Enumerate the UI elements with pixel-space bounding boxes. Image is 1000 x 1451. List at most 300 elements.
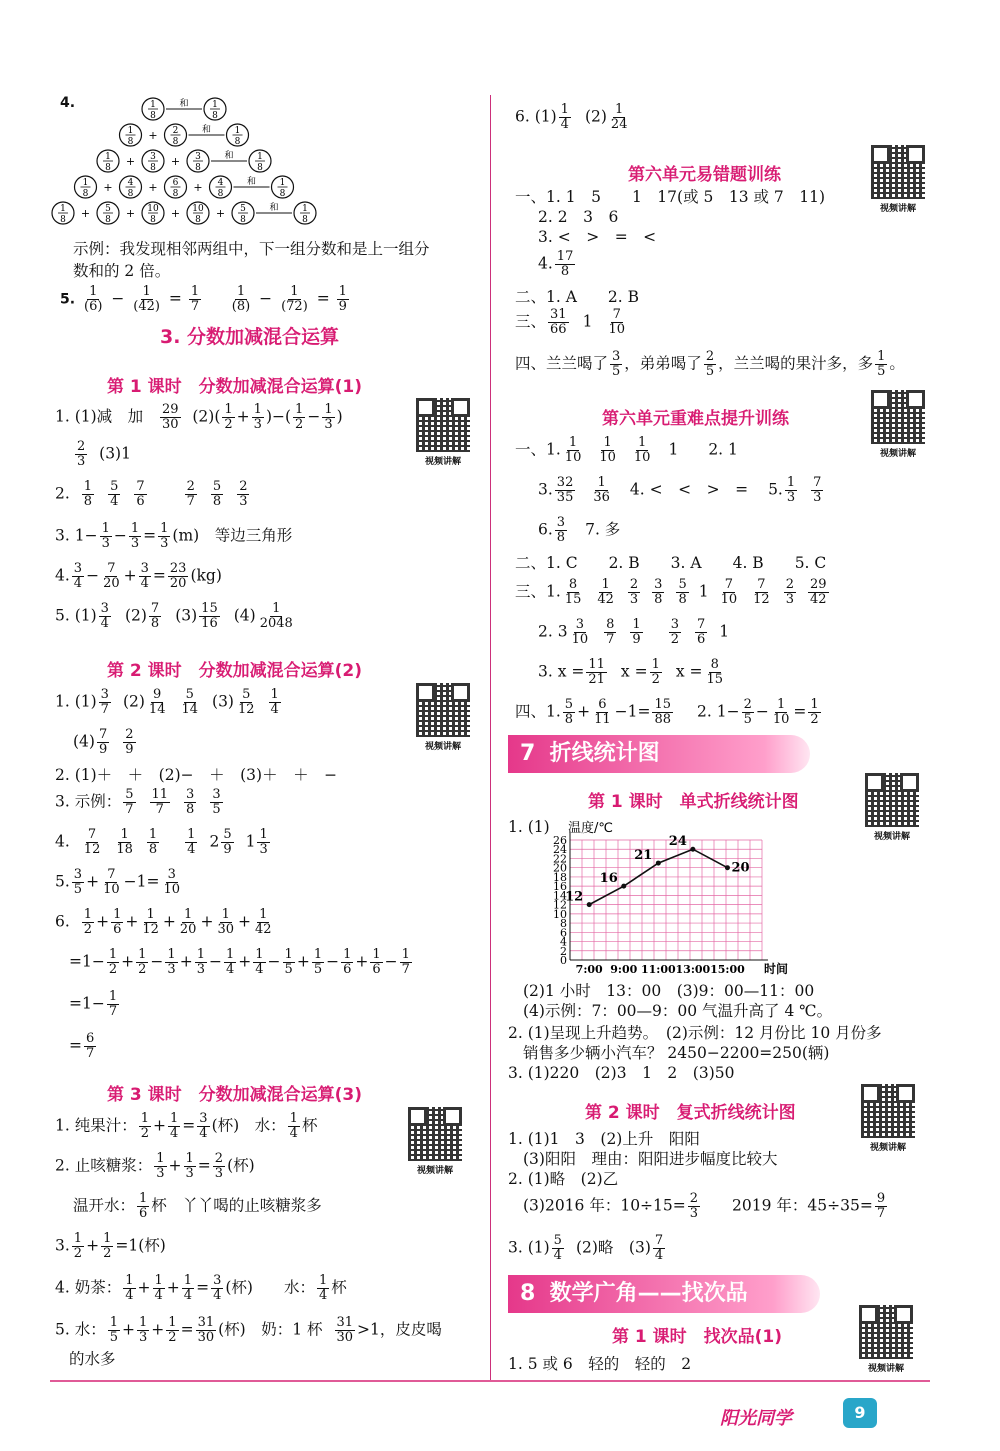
fraction: $\frac{2}{5}$	[743, 697, 752, 728]
chapter-title: 数学广角——找次品	[549, 1281, 748, 1306]
pyramid-plus: +	[148, 181, 158, 194]
svg-text:8: 8	[279, 189, 286, 199]
fraction: $\frac{1}{10}$	[564, 435, 582, 466]
fraction: $\frac{1}{4}$	[125, 1273, 134, 1304]
q4-number: 4.	[60, 95, 76, 111]
fraction: $\frac{1}{4}$	[154, 1273, 163, 1304]
qr-code[interactable]	[413, 398, 473, 467]
fraction: $\frac{1}{6}$	[372, 947, 381, 978]
fraction: $\frac{1}{6}$	[343, 947, 352, 978]
chart-data-label: 24	[668, 834, 687, 850]
fraction: $\frac{5}{7}$	[125, 787, 134, 818]
pyramid-num: 3	[195, 152, 201, 162]
fraction: $\frac{3}{4}$	[73, 561, 83, 592]
uk-e2: 2. 3 $\frac{3}{10}$ $\frac{8}{7}$ $\frac{1}{9}$ $\frac{3}{2}$ $\frac{7}{6}$ 1	[538, 617, 730, 648]
l2-q5: 5. $\frac{3}{5}$ + $\frac{7}{10}$ −1= $\frac{3}{10}$	[55, 867, 181, 898]
chart-point	[725, 865, 730, 870]
fraction: $\frac{1}{42}$	[597, 577, 614, 608]
pyramid-rows	[52, 98, 316, 225]
fraction: $\frac{6}{11}$	[594, 697, 611, 728]
c7l2-q1: 1. (1)1 3 (2)上升 阳阳	[508, 1130, 700, 1148]
qr-code[interactable]	[868, 145, 928, 214]
chart-x-tick: 11:00	[640, 963, 676, 976]
l1-q1: 1. (1)减 加 $\frac{29}{30}$ (2)( $\frac{1}{2}$ + $\frac{1}{3}$ )−( $\frac{1}{2}$ − $\frac{1}{3}$ )	[55, 402, 343, 433]
qr-image	[859, 1305, 913, 1359]
chart-y-tick: 4	[560, 935, 567, 949]
fraction: $\frac{3}{4}$	[199, 1111, 208, 1142]
fraction: $\frac{7}{6}$	[136, 479, 145, 510]
fraction: $\frac{3}{5}$	[73, 867, 83, 898]
chart-y-tick: 6	[560, 926, 567, 940]
l2-q6-line3: =1− $\frac{1}{7}$	[69, 989, 118, 1020]
chart-point	[621, 884, 626, 889]
c7l1-q1-4: (4)示例：7：00—9：00 气温升高了 4 ℃。	[523, 1002, 833, 1020]
fraction: $\frac{1}{3}$	[139, 1315, 148, 1346]
fraction: $\frac{1}{20}$	[179, 907, 197, 938]
fraction: $\frac{8}{7}$	[606, 617, 615, 648]
qr-label: 视频讲解	[867, 1364, 904, 1374]
fraction: $\frac{1}{24}$	[610, 102, 628, 133]
pyramid-num: 10	[192, 204, 204, 214]
pyramid-plus: +	[148, 129, 158, 142]
fraction: $\frac{5}{8}$	[678, 577, 687, 608]
l2-q2: 2. (1)＋ ＋ (2)− ＋ (3)＋ ＋ −	[55, 766, 338, 784]
fraction: $\frac{9}{14}$	[148, 687, 166, 718]
fraction: $\frac{5}{9}$	[223, 827, 232, 858]
c7l1-q1-label: 1. (1)	[508, 818, 550, 836]
fraction: $\frac{1}{2}$	[138, 947, 147, 978]
qr-image	[871, 390, 925, 444]
ue-q1-1: 一、1. 1 5 1 17(或 5 13 或 7 11)	[515, 188, 826, 206]
fraction: $\frac{1}{4}$	[225, 947, 235, 978]
c7l2-q1-3: (3)阳阳 理由：阳阳进步幅度比较大	[523, 1150, 778, 1168]
column-divider	[490, 95, 491, 1380]
fraction: $\frac{31}{66}$	[550, 307, 567, 338]
l3-q5-cont: 的水多	[69, 1350, 116, 1368]
fraction: $\frac{29}{42}$	[809, 577, 827, 608]
chart-y-tick: 12	[553, 898, 567, 912]
l2-q3: 3. 示例： $\frac{5}{7}$ $\frac{11}{7}$ $\frac{3}{8}$ $\frac{3}{5}$	[55, 787, 221, 818]
svg-text:8: 8	[212, 111, 218, 121]
fraction: $\frac{3}{4}$	[140, 561, 149, 592]
fraction: $\frac{1}{4}$	[318, 1273, 328, 1304]
l3-q2: 2. 止咳糖浆： $\frac{1}{3}$ + $\frac{1}{3}$ = $\frac{2}{3}$ (杯)	[55, 1151, 255, 1182]
frac: $\frac{1}{7}$	[190, 284, 200, 315]
pyramid-den: 8	[127, 189, 134, 199]
fraction: $\frac{7}{20}$	[103, 561, 120, 592]
fraction: $\frac{7}{12}$	[83, 827, 101, 858]
chapter-number: 8	[520, 1281, 536, 1306]
fraction: $\frac{1}{9}$	[632, 617, 641, 648]
l1-q3: 3. 1− $\frac{1}{3}$ − $\frac{1}{3}$ = $\frac{1}{3}$ (m) 等边三角形	[55, 521, 293, 552]
fraction: $\frac{2}{3}$	[214, 1151, 224, 1182]
chart-point	[587, 902, 592, 907]
frac: $\frac{1}{(42)}$	[133, 284, 160, 315]
lesson-3-title: 第 3 课时 分数加减混合运算(3)	[107, 1085, 363, 1105]
ue-q1-4: 4. $\frac{17}{8}$	[538, 249, 574, 280]
qr-code[interactable]	[405, 1107, 465, 1176]
uk-f: 四、1. $\frac{5}{8}$ + $\frac{6}{11}$ −1= $\frac{15}{88}$ 2. 1− $\frac{2}{5}$ − $\frac{1}{10}$ = $\frac{1}{2}$	[515, 697, 819, 728]
page-number: 9	[843, 1398, 877, 1428]
qr-label: 视频讲解	[424, 457, 461, 467]
pyramid-den: 8	[127, 137, 134, 147]
fraction: $\frac{1}{2}$	[810, 697, 819, 728]
qr-image	[416, 683, 470, 737]
chart-data-label: 12	[565, 889, 584, 905]
fraction: $\frac{1}{36}$	[593, 475, 610, 506]
pyramid-num: 10	[147, 204, 159, 214]
chart-data-label: 21	[634, 848, 653, 864]
ue-q2: 二、1. A 2. B	[515, 288, 640, 306]
fraction: $\frac{1}{10}$	[599, 435, 616, 466]
fraction: $\frac{2}{3}$	[689, 1191, 699, 1222]
c7-lesson1-title: 第 1 课时 单式折线统计图	[588, 792, 799, 812]
fraction: $\frac{1}{18}$	[116, 827, 133, 858]
fraction: $\frac{1}{2}$	[108, 947, 118, 978]
fraction: $\frac{5}{4}$	[553, 1233, 562, 1264]
l1-q1-cont: $\frac{2}{3}$ (3)1	[77, 439, 131, 470]
chart-y-tick: 24	[553, 843, 567, 857]
pyramid-den: 8	[195, 163, 201, 173]
qr-label: 视频讲解	[879, 204, 916, 214]
pyramid-he: 和	[246, 177, 257, 187]
pyramid-num: 5	[240, 204, 246, 214]
fraction: $\frac{9}{7}$	[876, 1191, 886, 1222]
fraction: $\frac{1}{12}$	[142, 907, 159, 938]
qr-code[interactable]	[858, 1084, 918, 1153]
pyramid-plus: +	[125, 207, 136, 220]
fraction: $\frac{1}{10}$	[772, 697, 790, 728]
fraction: $\frac{8}{15}$	[706, 657, 724, 688]
fraction: $\frac{11}{7}$	[151, 787, 169, 818]
chart-x-tick: 15:00	[710, 963, 745, 976]
footer-line	[50, 1380, 930, 1382]
chart-point	[690, 847, 695, 852]
fraction: $\frac{32}{35}$	[556, 475, 574, 506]
l3-q1: 1. 纯果汁： $\frac{1}{2}$ + $\frac{1}{4}$ = $\frac{3}{4}$ (杯) 水： $\frac{1}{4}$ 杯	[55, 1111, 318, 1142]
l3-q2-cont: 温开水： $\frac{1}{6}$ 杯 丫丫喝的止咳糖浆多	[73, 1191, 322, 1222]
qr-code[interactable]	[413, 683, 473, 752]
svg-text:1: 1	[279, 178, 286, 188]
qr-image	[416, 398, 470, 452]
unit6-error-title: 第六单元易错题训练	[628, 165, 781, 185]
pyramid-plus: +	[193, 181, 203, 194]
fraction: $\frac{7}{9}$	[98, 727, 108, 758]
pyramid-num: 5	[105, 204, 111, 214]
chart-points	[565, 834, 749, 907]
chapter-number: 7	[520, 741, 536, 766]
fraction: $\frac{1}{2}$	[103, 1231, 112, 1262]
pyramid-he: 和	[269, 203, 279, 213]
fraction: $\frac{1}{10}$	[633, 435, 651, 466]
svg-text:1: 1	[302, 204, 308, 214]
uk-b: 3. $\frac{32}{35}$ $\frac{1}{36}$ 4. < < > = 5. $\frac{1}{3}$ $\frac{7}{3}$	[538, 475, 822, 506]
pyramid-den: 8	[195, 215, 201, 225]
fraction: $\frac{3}{7}$	[100, 687, 109, 718]
fraction: $\frac{3}{2}$	[670, 617, 679, 648]
c7l1-q1-2: (2)1 小时 13：00 (3)9：00—11：00	[523, 982, 815, 1000]
fraction: $\frac{2}{5}$	[705, 349, 715, 380]
fraction: $\frac{11}{21}$	[588, 657, 605, 688]
qr-label: 视频讲解	[424, 742, 461, 752]
pyramid-num: 4	[217, 178, 224, 188]
fraction: $\frac{5}{14}$	[181, 687, 199, 718]
qr-image	[408, 1107, 462, 1161]
pyramid-num: 1	[105, 152, 111, 162]
fraction: $\frac{1}{8}$	[83, 479, 93, 510]
qr-code[interactable]	[868, 390, 928, 459]
fraction: $\frac{1}{4}$	[187, 827, 196, 858]
pyramid-den: 8	[240, 215, 246, 225]
fraction: $\frac{1}{4}$	[183, 1273, 193, 1304]
chart-ylabel: 温度/℃	[568, 821, 613, 836]
lesson-2-title: 第 2 课时 分数加减混合运算(2)	[107, 661, 363, 681]
pyramid-num: 4	[127, 178, 134, 188]
pyramid-den: 8	[150, 215, 156, 225]
fraction: $\frac{2}{3}$	[239, 479, 248, 510]
chart-y-tick: 22	[553, 852, 567, 866]
fraction: $\frac{1}{5}$	[284, 947, 293, 978]
fraction: $\frac{3}{8}$	[186, 787, 195, 818]
fraction: $\frac{1}{2}$	[651, 657, 660, 688]
fraction: $\frac{5}{4}$	[110, 479, 119, 510]
pyramid-den: 8	[105, 215, 111, 225]
fraction: $\frac{3}{5}$	[612, 349, 621, 380]
l1-q5: 5. (1) $\frac{3}{4}$ (2) $\frac{7}{8}$ (3) $\frac{15}{16}$ (4) $\frac{1}{2048}$	[55, 601, 293, 632]
pyramid-plus: +	[103, 181, 113, 194]
fraction-pyramid	[60, 95, 333, 235]
uk-a: 一、1. $\frac{1}{10}$ $\frac{1}{10}$ $\frac{1}{10}$ 1 2. 1	[515, 435, 738, 466]
uk-e1: 三、1. $\frac{8}{15}$ $\frac{1}{42}$ $\frac{2}{3}$ $\frac{3}{8}$ $\frac{5}{8}$ 1 $\frac{7}{10}$ $\frac{7}{12}$ $\frac{2}{3}$ $\frac{29}{42}$	[515, 577, 827, 608]
fraction: $\frac{1}{30}$	[217, 907, 234, 938]
chart-data-label: 16	[599, 871, 618, 887]
fraction: $\frac{5}{8}$	[564, 697, 574, 728]
fraction: $\frac{1}{4}$	[170, 1111, 179, 1142]
chart-xlabel: 时间	[764, 962, 789, 976]
r-q6: 6. (1) $\frac{1}{4}$ (2) $\frac{1}{24}$	[515, 102, 628, 133]
fraction: $\frac{1}{2}$	[83, 907, 93, 938]
fraction: $\frac{7}{12}$	[753, 577, 770, 608]
fraction: $\frac{1}{6}$	[139, 1191, 148, 1222]
fraction: $\frac{1}{2048}$	[259, 601, 293, 632]
frac: $\frac{1}{(72)}$	[281, 284, 308, 315]
lesson-1-title: 第 1 课时 分数加减混合运算(1)	[107, 377, 363, 397]
chart-y-tick: 20	[553, 861, 567, 875]
fraction: $\frac{2}{9}$	[125, 727, 134, 758]
ue-q1-2: 2. 2 3 6	[538, 208, 619, 226]
pyramid-den: 8	[60, 215, 66, 225]
frac: $\frac{1}{9}$	[338, 284, 347, 315]
fraction: $\frac{1}{2}$	[73, 1231, 83, 1262]
svg-text:8: 8	[302, 215, 308, 225]
fraction: $\frac{31}{30}$	[336, 1315, 354, 1346]
fraction: $\frac{3}{5}$	[212, 787, 221, 818]
brand-logo: 阳光同学	[720, 1408, 792, 1429]
fraction: $\frac{2}{3}$	[629, 577, 639, 608]
fraction: $\frac{1}{5}$	[877, 349, 886, 380]
fraction: $\frac{17}{8}$	[556, 249, 574, 280]
chart-x-tick: 13:00	[675, 963, 711, 976]
fraction: $\frac{3}{4}$	[213, 1273, 222, 1304]
fraction: $\frac{7}{3}$	[813, 475, 822, 506]
l2-q6-line2: =1− $\frac{1}{2}$ + $\frac{1}{2}$ − $\frac{1}{3}$ + $\frac{1}{3}$ − $\frac{1}{4}$ + $\frac{1}{4}$ − $\frac{1}{5}$ + $\frac{1}{5}$ − $\frac{1}{6}$ + $\frac{1}{6}$ − $\frac{1}{7}$	[69, 947, 410, 978]
pyramid-num: 2	[172, 126, 179, 136]
fraction: $\frac{1}{4}$	[255, 947, 264, 978]
fraction: $\frac{1}{4}$	[289, 1111, 298, 1142]
chart-x-tick: 7:00	[575, 963, 603, 976]
chart-y-tick: 8	[560, 917, 567, 931]
pyramid-den: 8	[172, 137, 179, 147]
fraction: $\frac{3}{8}$	[556, 515, 566, 546]
fraction: $\frac{1}{8}$	[148, 827, 158, 858]
l1-q4: 4. $\frac{3}{4}$ − $\frac{7}{20}$ + $\frac{3}{4}$ = $\frac{23}{20}$ (kg)	[55, 561, 222, 592]
pyramid-plus: +	[170, 155, 181, 168]
qr-code[interactable]	[862, 773, 922, 842]
uk-d: 二、1. C 2. B 3. A 4. B 5. C	[515, 554, 827, 572]
fraction: $\frac{1}{42}$	[255, 907, 272, 938]
ue-q4: 四、兰兰喝了 $\frac{3}{5}$ ，弟弟喝了 $\frac{2}{5}$ ，兰兰喝的果汁多，多 $\frac{1}{5}$ 。	[515, 349, 905, 380]
fraction: $\frac{5}{8}$	[212, 479, 222, 510]
chart-y-tick: 26	[553, 834, 567, 847]
c7l2-q3: 3. (1) $\frac{5}{4}$ (2)略 (3) $\frac{7}{4}$	[508, 1233, 664, 1264]
q4-text-1: 示例：我发现相邻两组中，下一组分数和是上一组分	[73, 240, 430, 258]
fraction: $\frac{1}{7}$	[108, 989, 118, 1020]
fraction: $\frac{6}{7}$	[86, 1031, 95, 1062]
chart-y-tick: 16	[553, 880, 567, 894]
fraction: $\frac{1}{3}$	[259, 827, 268, 858]
fraction: $\frac{1}{3}$	[786, 475, 796, 506]
c8l1-q1: 1. 5 或 6 轻的 轻的 2	[508, 1355, 692, 1373]
qr-label: 视频讲解	[869, 1143, 906, 1153]
fraction: $\frac{7}{10}$	[720, 577, 738, 608]
svg-text:8: 8	[257, 163, 263, 173]
chart-point	[656, 861, 661, 866]
fraction: $\frac{7}{10}$	[608, 307, 625, 338]
qr-label: 视频讲解	[416, 1166, 453, 1176]
fraction: $\frac{1}{3}$	[185, 1151, 194, 1182]
fraction: $\frac{1}{3}$	[167, 947, 176, 978]
section-3-title: 3. 分数加减混合运算	[160, 326, 340, 348]
c7l1-q2-a: 2. (1)呈现上升趋势。 (2)示例：12 月份比 10 月份多	[508, 1024, 882, 1042]
chart-data-label: 20	[731, 860, 750, 876]
q5-number: 5.	[60, 291, 76, 308]
c7l2-q2-3: (3)2016 年：10÷15= $\frac{2}{3}$ 2019 年：45÷35= $\frac{9}{7}$	[523, 1191, 886, 1222]
fraction: $\frac{1}{2}$	[140, 1111, 149, 1142]
pyramid-plus: +	[215, 207, 226, 220]
fraction: $\frac{1}{5}$	[313, 947, 323, 978]
fraction: $\frac{23}{20}$	[169, 561, 187, 592]
chapter-7-banner	[508, 735, 810, 773]
fraction: $\frac{15}{88}$	[654, 697, 672, 728]
frac: $\frac{1}{(6)}$	[84, 284, 103, 315]
fraction: $\frac{3}{4}$	[100, 601, 109, 632]
fraction: $\frac{2}{7}$	[186, 479, 195, 510]
q4-text-2: 数和的 2 倍。	[73, 262, 171, 280]
chapter-8-banner	[508, 1275, 820, 1313]
pyramid-he: 和	[224, 151, 234, 161]
fraction: $\frac{1}{2}$	[168, 1315, 177, 1346]
svg-text:1: 1	[212, 100, 218, 110]
l2-q1-cont: (4) $\frac{7}{9}$ $\frac{2}{9}$	[73, 727, 134, 758]
pyramid-plus: +	[80, 207, 91, 220]
pyramid-den: 8	[217, 189, 224, 199]
l1-q2: 2. $\frac{1}{8}$ $\frac{5}{4}$ $\frac{7}{6}$ $\frac{2}{7}$ $\frac{5}{8}$ $\frac{2}{3}$	[55, 479, 248, 510]
svg-text:1: 1	[257, 152, 263, 162]
l2-q4: 4. $\frac{7}{12}$ $\frac{1}{18}$ $\frac{1}{8}$ $\frac{1}{4}$ 2 $\frac{5}{9}$ 1 $\frac{1}{3}$	[55, 827, 268, 858]
pyramid-plus: +	[125, 155, 136, 168]
uk-e3: 3. x = $\frac{11}{21}$ x = $\frac{1}{2}$ x = $\frac{8}{15}$	[538, 657, 724, 688]
temperature-line-chart	[540, 818, 820, 978]
fraction: $\frac{31}{30}$	[197, 1315, 215, 1346]
qr-label: 视频讲解	[879, 449, 916, 459]
svg-text:8: 8	[234, 137, 241, 147]
qr-image	[871, 145, 925, 199]
chart-y-tick: 2	[560, 944, 567, 958]
pyramid-num: 1	[60, 204, 66, 214]
chart-x-ticks	[576, 963, 745, 976]
pyramid-den: 8	[150, 163, 156, 173]
frac: $\frac{1}{(8)}$	[231, 284, 251, 315]
fraction: $\frac{7}{10}$	[103, 867, 120, 898]
chart-y-tick: 18	[553, 870, 567, 884]
chart-grid	[570, 832, 768, 960]
chart-y-tick: 10	[553, 907, 567, 921]
svg-text:1: 1	[234, 126, 241, 136]
qr-image	[865, 773, 919, 827]
fraction: $\frac{7}{4}$	[654, 1233, 664, 1264]
fraction: $\frac{3}{10}$	[163, 867, 181, 898]
fraction: $\frac{15}{16}$	[201, 601, 218, 632]
fraction: $\frac{1}{3}$	[196, 947, 205, 978]
fraction: $\frac{2}{3}$	[785, 577, 794, 608]
l2-q1: 1. (1) $\frac{3}{7}$ (2) $\frac{9}{14}$ $\frac{5}{14}$ (3) $\frac{5}{12}$ $\frac{1}{4}$	[55, 687, 279, 718]
fraction: $\frac{1}{5}$	[109, 1315, 118, 1346]
fraction: $\frac{1}{4}$	[270, 687, 279, 718]
pyramid-num: 6	[172, 178, 179, 188]
l2-q6: 6. $\frac{1}{2}$ + $\frac{1}{6}$ + $\frac{1}{12}$ + $\frac{1}{20}$ + $\frac{1}{30}$ + $\frac{1}{42}$	[55, 907, 272, 938]
q5-line: 5. $\frac{1}{(6)}$ − $\frac{1}{(42)}$ = $\frac{1}{7}$ $\frac{1}{(8)}$ − $\frac{1}{(72)}$ = $\frac{1}{9}$	[60, 284, 347, 315]
ue-q1-3: 3. < > = <	[538, 228, 657, 246]
fraction: $\frac{1}{3}$	[156, 1151, 165, 1182]
chart-y-tick: 14	[553, 889, 567, 903]
qr-label: 视频讲解	[873, 832, 910, 842]
chapter-title: 折线统计图	[549, 741, 660, 766]
pyramid-num: 3	[150, 152, 156, 162]
fraction: $\frac{1}{7}$	[401, 947, 410, 978]
qr-code[interactable]	[856, 1305, 916, 1374]
fraction: $\frac{1}{6}$	[113, 907, 122, 938]
ue-q3: 三、 $\frac{31}{66}$ 1 $\frac{7}{10}$	[515, 307, 625, 338]
qr-image	[861, 1084, 915, 1138]
c8-lesson1-title: 第 1 课时 找次品(1)	[612, 1327, 783, 1347]
pyramid-plus: +	[170, 207, 181, 220]
chart-x-tick: 9:00	[610, 963, 638, 976]
fraction: $\frac{3}{10}$	[571, 617, 589, 648]
unit6-key-title: 第六单元重难点提升训练	[602, 409, 789, 429]
c7l2-q2: 2. (1)略 (2)乙	[508, 1170, 619, 1188]
fraction: $\frac{1}{4}$	[560, 102, 569, 133]
l2-q6-line4: = $\frac{6}{7}$	[69, 1031, 95, 1062]
l3-q5: 5. 水： $\frac{1}{5}$ + $\frac{1}{3}$ + $\frac{1}{2}$ = $\frac{31}{30}$ (杯) 奶：1 杯 $\frac{31}{30}$ >1，皮皮喝	[55, 1315, 442, 1346]
fraction: $\frac{3}{8}$	[654, 577, 663, 608]
fraction: $\frac{5}{12}$	[237, 687, 255, 718]
pyramid-num: 1	[82, 178, 89, 188]
pyramid-den: 8	[82, 189, 89, 199]
fraction: $\frac{8}{15}$	[564, 577, 582, 608]
c7l1-q2-b: 销售多少辆小汽车？ 2450−2200=250(辆)	[523, 1044, 830, 1062]
c7-lesson2-title: 第 2 课时 复式折线统计图	[585, 1103, 796, 1123]
l3-q3: 3. $\frac{1}{2}$ + $\frac{1}{2}$ =1(杯)	[55, 1231, 166, 1262]
